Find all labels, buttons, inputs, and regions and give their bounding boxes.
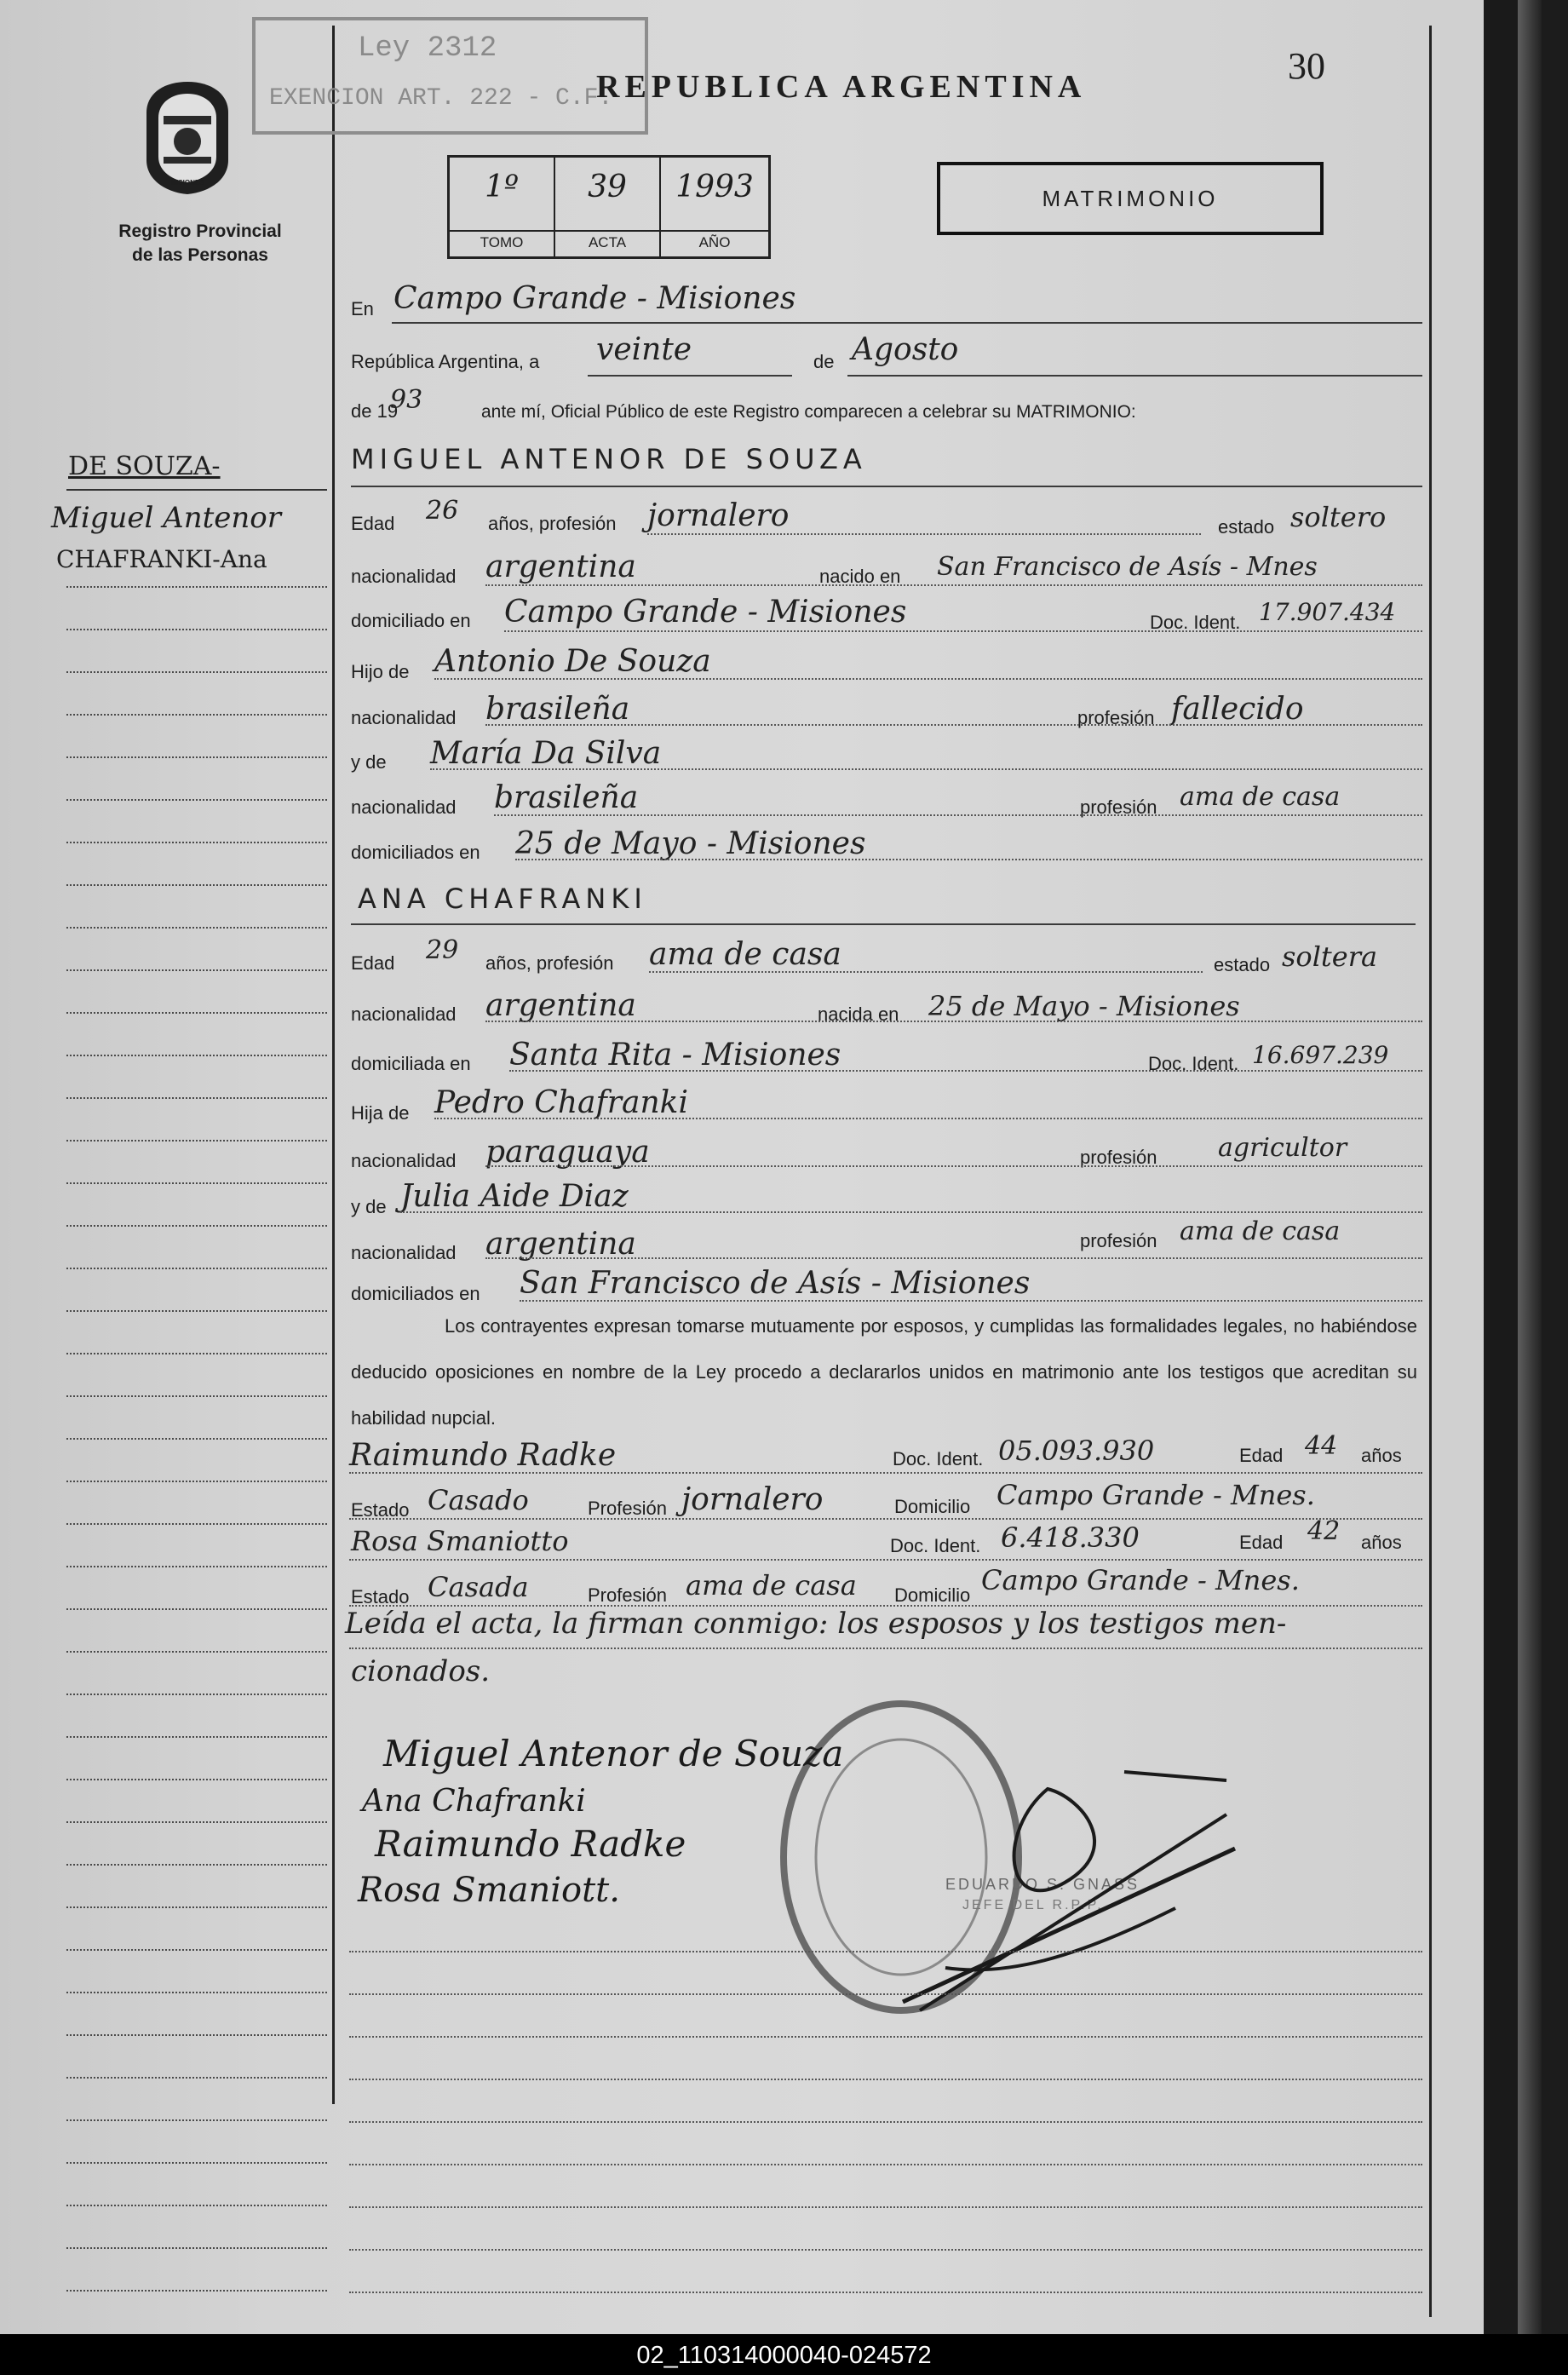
stamp-law: Ley 2312 xyxy=(358,32,497,65)
age-label: Edad xyxy=(351,513,395,534)
year-label: de 19 xyxy=(351,400,399,422)
domicile-label: Domicilio xyxy=(894,1496,971,1517)
catalog-tomo xyxy=(450,158,555,256)
margin-line xyxy=(66,1906,327,1908)
nationality-label: nacionalidad xyxy=(351,1150,457,1171)
years-label: años xyxy=(1361,1532,1402,1553)
margin-line xyxy=(66,1566,327,1567)
bride-birthplace: 25 de Mayo - Misiones xyxy=(928,990,1240,1022)
margin-line xyxy=(66,1012,327,1014)
margin-note: DE SOUZA- xyxy=(68,451,221,481)
nationality-label: nacionalidad xyxy=(351,1003,457,1025)
official-signature-icon xyxy=(869,1755,1295,2027)
margin-line xyxy=(66,927,327,929)
margin-line xyxy=(66,1736,327,1738)
record-type-box: MATRIMONIO xyxy=(937,162,1324,235)
nationality-label: nacionalidad xyxy=(351,566,457,587)
margin-line xyxy=(66,1395,327,1397)
underline xyxy=(847,375,1422,377)
margin-line xyxy=(66,842,327,843)
dotted-line xyxy=(349,1648,1422,1649)
status-label: Estado xyxy=(351,1499,410,1521)
seal-text: MISIONES xyxy=(170,179,204,187)
domicile-label: Domicilio xyxy=(894,1584,971,1606)
groom-nationality: argentina xyxy=(485,549,636,584)
dotted-line xyxy=(349,2292,1422,2293)
age-label: Edad xyxy=(351,952,395,974)
margin-line xyxy=(66,629,327,630)
margin-line xyxy=(66,2247,327,2249)
margin-line xyxy=(66,1779,327,1780)
official-stamp-name: EDUARDO S. GNASS xyxy=(945,1876,1140,1893)
signature-groom: Miguel Antenor de Souza xyxy=(383,1733,844,1774)
status-label: estado xyxy=(1218,516,1275,538)
margin-line xyxy=(66,1353,327,1354)
margin-line xyxy=(66,1268,327,1269)
profession-label: profesión xyxy=(1080,1230,1157,1251)
born-label: nacido en xyxy=(819,566,901,587)
margin-line xyxy=(66,756,327,758)
registry-label-line: Registro Provincial xyxy=(118,221,282,241)
son-of-label: Hijo de xyxy=(351,661,410,682)
dotted-line xyxy=(430,768,1422,770)
parents-domicile-label: domiciliados en xyxy=(351,1283,480,1304)
bride-father-nationality: paraguaya xyxy=(485,1135,650,1170)
republic-date-label: República Argentina, a xyxy=(351,351,540,372)
years-profession-label: años, profesión xyxy=(485,952,614,974)
margin-line xyxy=(66,1864,327,1866)
underline xyxy=(351,923,1416,925)
bride-name: ANA CHAFRANKI xyxy=(358,883,647,915)
margin-line xyxy=(66,1055,327,1056)
margin-line xyxy=(66,2162,327,2164)
stamp-exemption: EXENCION ART. 222 - C.F. xyxy=(269,85,613,112)
acta-label: ACTA xyxy=(555,230,659,251)
margin-line xyxy=(66,586,327,588)
dotted-line xyxy=(485,1257,1422,1259)
dotted-line xyxy=(349,2079,1422,2080)
margin-line xyxy=(66,2205,327,2206)
bride-age: 29 xyxy=(426,935,459,965)
underline xyxy=(588,375,792,377)
bride-profession: ama de casa xyxy=(649,937,841,972)
registry-label-line: de las Personas xyxy=(132,245,268,265)
dotted-line xyxy=(485,724,1422,726)
folio-number: 30 xyxy=(1288,45,1325,87)
doc-label: Doc. Ident. xyxy=(893,1448,984,1469)
doc-label: Doc. Ident. xyxy=(890,1535,981,1556)
bride-parents-domicile: San Francisco de Asís - Misiones xyxy=(520,1266,1031,1301)
signature-witness-1: Raimundo Radke xyxy=(375,1823,686,1865)
margin-line xyxy=(66,1310,327,1312)
years-profession-label: años, profesión xyxy=(488,513,617,534)
witness-2-status: Casada xyxy=(428,1571,529,1603)
status-label: estado xyxy=(1214,954,1271,975)
parents-domicile-label: domiciliados en xyxy=(351,842,480,863)
dotted-line xyxy=(349,1951,1422,1952)
day-value: veinte xyxy=(596,332,692,367)
marriage-statement: Los contrayentes expresan tomarse mutuamente por esposos, y cumplidas las formalidades legales, no habiéndose deducido oposiciones en nombre de la Ley procedo a declararlos unidos en matrimonio ante los testigos que acreditan su habilidad nupcial. xyxy=(351,1315,1417,1429)
witness-2-name: Rosa Smaniotto xyxy=(351,1525,569,1557)
catalog-ano xyxy=(661,158,768,256)
dotted-line xyxy=(349,2164,1422,2165)
bride-mother: Julia Aide Diaz xyxy=(400,1179,629,1214)
and-of-label: y de xyxy=(351,1196,387,1217)
image-id: 02_110314000040-024572 xyxy=(636,2342,932,2369)
dotted-line xyxy=(349,2249,1422,2251)
dotted-line xyxy=(485,1021,1422,1022)
margin-line xyxy=(66,2290,327,2292)
dotted-line xyxy=(349,1518,1422,1520)
acta-value: 39 xyxy=(588,170,627,204)
dotted-line xyxy=(349,1472,1422,1474)
closing-line: cionados. xyxy=(351,1654,491,1688)
margin-line xyxy=(66,671,327,673)
bride-father-profession: agricultor xyxy=(1218,1133,1347,1163)
de-label: de xyxy=(813,351,835,372)
dotted-line xyxy=(515,859,1422,860)
witness-1-doc: 05.093.930 xyxy=(998,1435,1155,1467)
profession-label: Profesión xyxy=(588,1498,667,1519)
dotted-line xyxy=(434,678,1422,680)
margin-line xyxy=(66,1225,327,1227)
dotted-line xyxy=(649,971,1203,973)
margin-line xyxy=(66,799,327,801)
underline xyxy=(351,486,1422,487)
bride-doc: 16.697.239 xyxy=(1252,1041,1389,1069)
bride-father: Pedro Chafranki xyxy=(434,1085,688,1120)
dotted-line xyxy=(400,1211,1422,1213)
dotted-line xyxy=(349,1993,1422,1995)
groom-name: MIGUEL ANTENOR DE SOUZA xyxy=(351,443,867,475)
and-of-label: y de xyxy=(351,751,387,773)
groom-father: Antonio De Souza xyxy=(434,644,711,679)
groom-status: soltero xyxy=(1290,501,1387,533)
official-stamp-title: JEFE DEL R.P.P. xyxy=(962,1898,1104,1912)
nationality-label: nacionalidad xyxy=(351,796,457,818)
groom-birthplace: San Francisco de Asís - Mnes xyxy=(937,552,1318,582)
margin-divider xyxy=(332,26,335,2104)
witness-1-age: 44 xyxy=(1305,1431,1338,1461)
margin-line xyxy=(66,1694,327,1695)
domicile-label: domiciliado en xyxy=(351,610,471,631)
witness-1-domicile: Campo Grande - Mnes. xyxy=(997,1479,1315,1511)
margin-line xyxy=(66,2119,327,2121)
margin-line xyxy=(66,1651,327,1653)
dotted-line xyxy=(520,1300,1422,1302)
dotted-line xyxy=(485,584,1422,586)
margin-line xyxy=(66,1438,327,1440)
status-label: Estado xyxy=(351,1586,410,1607)
margin-line xyxy=(66,969,327,971)
margin-line xyxy=(66,714,327,716)
groom-age: 26 xyxy=(426,496,459,526)
margin-line xyxy=(66,1523,327,1525)
margin-line xyxy=(66,1097,327,1099)
right-border xyxy=(1429,26,1432,2317)
margin-line xyxy=(66,1608,327,1610)
groom-profession: jornalero xyxy=(647,498,790,533)
profession-label: profesión xyxy=(1080,796,1157,818)
catalog-acta xyxy=(555,158,661,256)
dotted-line xyxy=(504,630,1422,632)
margin-note: CHAFRANKI-Ana xyxy=(56,545,267,573)
daughter-of-label: Hija de xyxy=(351,1102,410,1124)
margin-underline xyxy=(66,489,327,491)
closing-line: Leída el acta, la firman conmigo: los esposos y los testigos men- xyxy=(345,1607,1287,1641)
underline xyxy=(392,322,1422,324)
groom-mother-nationality: brasileña xyxy=(494,780,639,815)
margin-note: Miguel Antenor xyxy=(51,501,282,535)
ano-value: 1993 xyxy=(675,170,754,204)
bride-domicile: Santa Rita - Misiones xyxy=(509,1038,841,1072)
born-label: nacida en xyxy=(818,1003,899,1025)
domicile-label: domiciliada en xyxy=(351,1053,471,1074)
year-value: 93 xyxy=(390,385,423,415)
en-label: En xyxy=(351,298,374,319)
book-cover-edge xyxy=(1484,0,1518,2334)
tomo-value: 1º xyxy=(485,170,519,204)
profession-label: profesión xyxy=(1077,707,1155,728)
groom-mother: María Da Silva xyxy=(430,736,662,771)
bride-mother-profession: ama de casa xyxy=(1180,1216,1341,1246)
groom-doc: 17.907.434 xyxy=(1259,598,1396,626)
doc-label: Doc. Ident. xyxy=(1150,612,1241,633)
witness-1-status: Casado xyxy=(428,1484,529,1516)
dotted-line xyxy=(647,533,1201,535)
margin-line xyxy=(66,1992,327,1993)
registry-label xyxy=(85,220,315,267)
margin-line xyxy=(66,1821,327,1823)
dotted-line xyxy=(349,2036,1422,2038)
margin-line xyxy=(66,884,327,886)
margin-line xyxy=(66,2034,327,2036)
profession-label: Profesión xyxy=(588,1584,667,1606)
bride-mother-nationality: argentina xyxy=(485,1227,636,1262)
dotted-line xyxy=(349,1559,1422,1561)
groom-father-nationality: brasileña xyxy=(485,692,630,727)
dotted-line xyxy=(349,2121,1422,2123)
dotted-line xyxy=(434,1118,1422,1119)
witness-2-domicile: Campo Grande - Mnes. xyxy=(981,1564,1300,1596)
tomo-label: TOMO xyxy=(450,230,554,251)
witness-2-doc: 6.418.330 xyxy=(1001,1521,1140,1554)
years-label: años xyxy=(1361,1445,1402,1466)
bride-status: soltera xyxy=(1282,940,1378,973)
witness-1-name: Raimundo Radke xyxy=(349,1438,617,1473)
profession-label: profesión xyxy=(1080,1147,1157,1168)
age-label: Edad xyxy=(1239,1445,1284,1466)
ano-label: AÑO xyxy=(661,230,768,251)
margin-line xyxy=(66,1481,327,1482)
dotted-line xyxy=(494,814,1422,816)
doc-label: Doc. Ident. xyxy=(1148,1053,1239,1074)
dotted-line xyxy=(485,1165,1422,1167)
witness-2-age: 42 xyxy=(1307,1516,1341,1546)
month-value: Agosto xyxy=(852,332,959,367)
margin-line xyxy=(66,1140,327,1141)
witness-2-profession: ama de casa xyxy=(686,1569,857,1602)
dotted-line xyxy=(349,2206,1422,2208)
catalog-box xyxy=(447,155,771,259)
intro-text: ante mí, Oficial Público de este Registro comparecen a celebrar su MATRIMONIO: xyxy=(481,402,1136,422)
margin-line xyxy=(66,1949,327,1951)
witness-1-profession: jornalero xyxy=(681,1482,824,1517)
groom-father-profession: fallecido xyxy=(1171,692,1304,727)
age-label: Edad xyxy=(1239,1532,1284,1553)
place-value: Campo Grande - Misiones xyxy=(393,281,796,316)
signature-bride: Ana Chafranki xyxy=(362,1784,586,1819)
margin-line xyxy=(66,2077,327,2079)
groom-parents-domicile: 25 de Mayo - Misiones xyxy=(515,826,866,861)
country-title: REPUBLICA ARGENTINA xyxy=(596,69,1087,105)
margin-line xyxy=(66,1182,327,1184)
groom-mother-profession: ama de casa xyxy=(1180,782,1341,812)
bride-nationality: argentina xyxy=(485,988,636,1023)
nationality-label: nacionalidad xyxy=(351,707,457,728)
dotted-line xyxy=(509,1070,1422,1072)
signature-witness-2: Rosa Smaniott. xyxy=(358,1871,620,1910)
groom-domicile: Campo Grande - Misiones xyxy=(504,595,907,630)
nationality-label: nacionalidad xyxy=(351,1242,457,1263)
